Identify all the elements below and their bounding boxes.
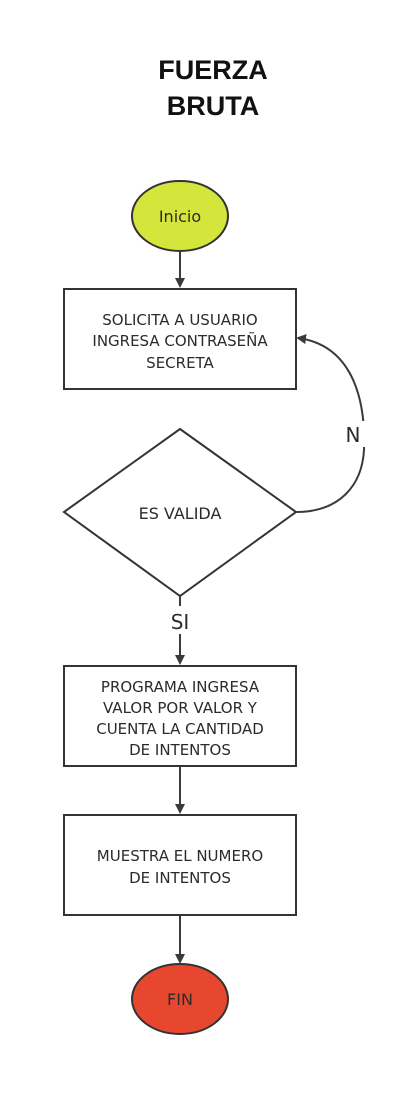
process-show-count: [64, 815, 296, 915]
yes-label: SI: [170, 610, 190, 634]
brute-force-line-1: PROGRAMA INGRESA: [100, 678, 260, 696]
end-label: FIN: [167, 990, 193, 1009]
brute-force-line-4: DE INTENTOS: [129, 741, 231, 759]
show-count-line-2: DE INTENTOS: [129, 869, 231, 887]
decision-label: ES VALIDA: [138, 504, 222, 523]
start-label: Inicio: [158, 207, 202, 226]
brute-force-line-3: CUENTA LA CANTIDAD: [96, 720, 264, 738]
title-line-1: FUERZA: [158, 55, 268, 85]
show-count-line-1: MUESTRA EL NUMERO: [96, 847, 264, 865]
brute-force-line-2: VALOR POR VALOR Y: [103, 699, 257, 717]
ask-password-line-3: SECRETA: [146, 354, 214, 372]
title-line-2: BRUTA: [166, 91, 260, 121]
ask-password-line-1: SOLICITA A USUARIO: [102, 311, 258, 329]
ask-password-line-2: INGRESA CONTRASEÑA: [92, 332, 268, 350]
no-label: N: [345, 423, 361, 447]
